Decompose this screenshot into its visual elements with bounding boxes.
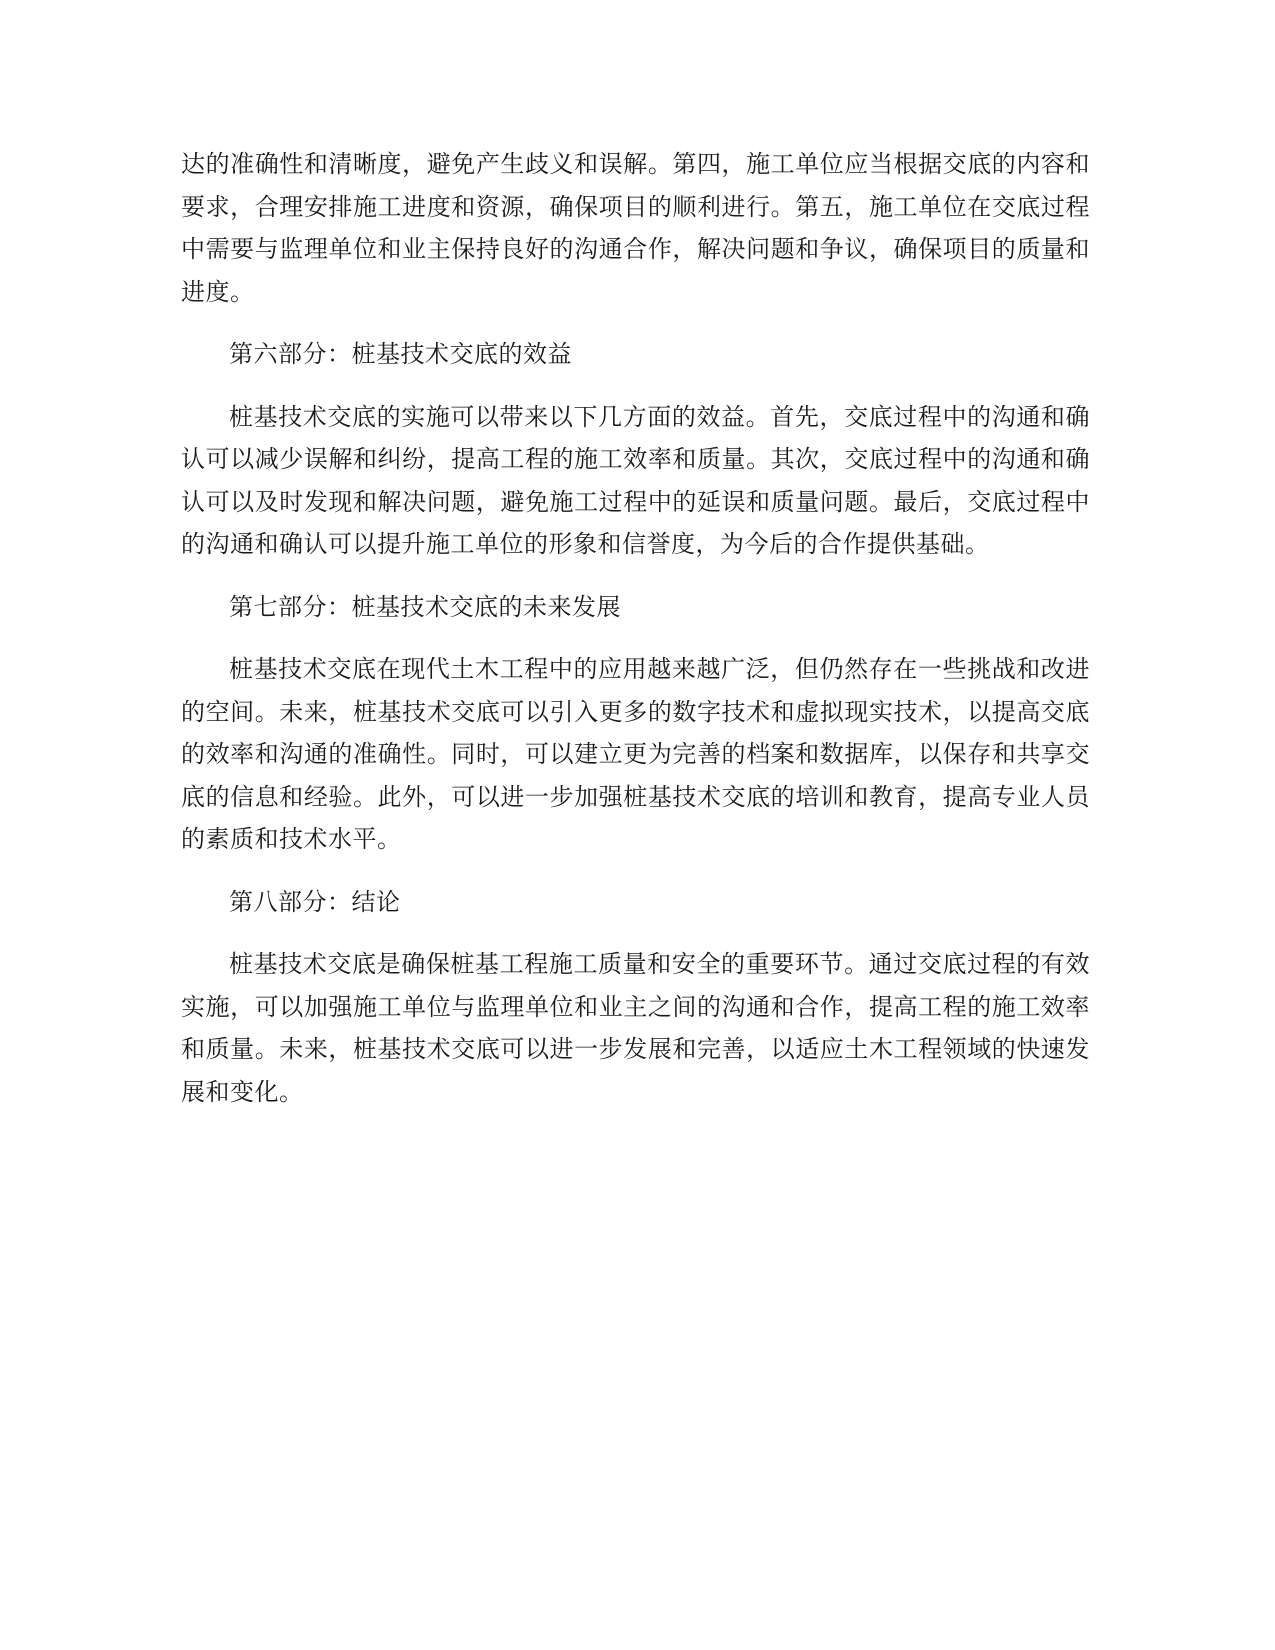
section-heading-8: 第八部分：结论 [229,887,401,916]
document-body [181,143,1090,1133]
paragraph-conclusion: 桩基技术交底是确保桩基工程施工质量和安全的重要环节。通过交底过程的有效实施，可以加强施工单位与监理单位和业主之间的沟通和合作，提高工程的施工效率和质量。未来，桩基技术交底可以进一步发展和完善，以适应土木工程领域的快速发展和变化。 [181,950,1090,1106]
paragraph-benefits: 桩基技术交底的实施可以带来以下几方面的效益。首先，交底过程中的沟通和确认可以减少误解和纠纷，提高工程的施工效率和质量。其次，交底过程中的沟通和确认可以及时发现和解决问题，避免施工过程中的延误和质量问题。最后，交底过程中的沟通和确认可以提升施工单位的形象和信誉度，为今后的合作提供基础。 [181,402,1090,558]
paragraph-continued: 达的准确性和清晰度，避免产生歧义和误解。第四，施工单位应当根据交底的内容和要求，合理安排施工进度和资源，确保项目的顺利进行。第五，施工单位在交底过程中需要与监理单位和业主保持良好的沟通合作，解决问题和争议，确保项目的质量和进度。 [181,150,1090,306]
section-heading-7: 第七部分：桩基技术交底的未来发展 [229,592,621,621]
paragraph-future: 桩基技术交底在现代土木工程中的应用越来越广泛，但仍然存在一些挑战和改进的空间。未来，桩基技术交底可以引入更多的数字技术和虚拟现实技术，以提高交底的效率和沟通的准确性。同时，可以建立更为完善的档案和数据库，以保存和共享交底的信息和经验。此外，可以进一步加强桩基技术交底的培训和教育，提高专业人员的素质和技术水平。 [181,655,1090,853]
section-heading-6: 第六部分：桩基技术交底的效益 [229,340,572,368]
